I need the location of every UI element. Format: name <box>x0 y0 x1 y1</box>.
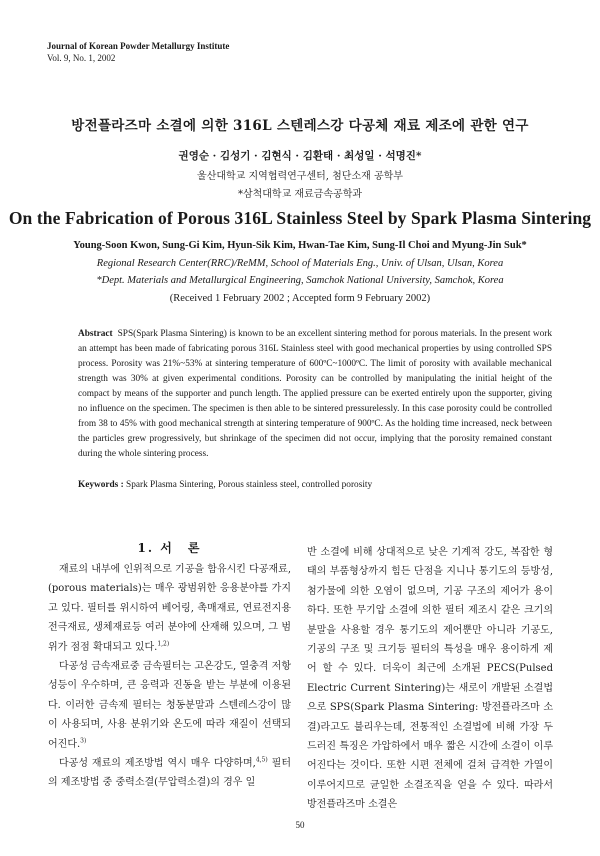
left-column <box>48 560 291 793</box>
abstract <box>78 327 552 462</box>
english-title: On the Fabrication of Porous 316L Stainless Steel by Spark Plasma Sintering <box>8 208 592 228</box>
received-date: (Received 1 February 2002 ; Accepted form 9 February 2002) <box>169 293 431 304</box>
paragraph: 반 소결에 비해 상대적으로 낮은 기계적 강도, 복잡한 형태의 부품형상까지 힘든 단점을 지니나 통기도의 등방성, 첨가물에 의한 오염이 없으며, 기공 구조의 제어가 용이하다. 또한 무기압 소결에 의한 필터 제조시 같은 크기의 분말을 사용할 경우 통기도의 제어뿐만 아니라 기공도, 기공의 구조 및 크기등 필터의 특성을 매우 용이하게 제어 할 수 있다. 더욱이 최근에 소개된 PECS(Pulsed Electric Current Sintering)는 새로이 개발된 소결법으로 SPS(Spark Plasma Sintering: 방전플라즈마 소결)라고도 불리우는데, 전통적인 소결법에 비해 가장 두드러진 특징은 가압하에서 매우 짧은 시간에 소결이 이루어진다는 것이다. 또한 시편 전체에 걸쳐 급격한 가열이 이루어지므로 균일한 소결조직을 얻을 수 있다. 따라서 방전플라즈마 소결은 <box>307 547 553 811</box>
paragraph: 재료의 내부에 인위적으로 기공을 함유시킨 다공재료,(porous materials)는 매우 광범위한 응용분야를 가지고 있다. 필터를 위시하여 베어링, 촉매재료, 연료전지용 전극재료, 생체재료등 여러 분야에 산재해 있으며, 그 범위가 점점 확대되고 있다.$^{1,2)}$ <box>48 564 291 653</box>
korean-authors: 권영순 · 김성기 · 김현식 · 김환태 · 최성일 · 석명진* <box>178 150 422 162</box>
page-number: 50 <box>295 820 305 830</box>
citation: 1,2) <box>157 640 170 648</box>
citation: 3) <box>80 737 87 745</box>
korean-affiliation-1: 울산대학교 지역협력연구센터, 첨단소재 공학부 <box>197 171 403 182</box>
section-heading: 1. 서 론 <box>137 541 202 555</box>
journal-volume: Vol. 9, No. 1, 2002 <box>47 53 116 63</box>
english-affiliation-1: Regional Research Center(RRC)/ReMM, School of Materials Eng., Univ. of Ulsan, Ulsan, Korea <box>96 258 504 269</box>
keywords-text: Spark Plasma Sintering, Porous stainless steel, controlled porosity <box>126 480 373 490</box>
english-affiliation-2: *Dept. Materials and Metallurgical Engineering, Samchok National University, Samchok, Korea <box>96 275 504 286</box>
korean-affiliation-2: *삼척대학교 재료금속공학과 <box>237 189 363 200</box>
korean-title: 방전플라즈마 소결에 의한 316L 스텐레스강 다공체 재료 제조에 관한 연구 <box>71 118 529 134</box>
keywords <box>78 480 552 490</box>
journal-name: Journal of Korean Powder Metallurgy Institute <box>47 41 230 51</box>
abstract-text: SPS(Spark Plasma Sintering) is known to be an excellent sintering method for porous materials. In the present work an attempt has been made of fabricating porous 316L Stainless steel with good mechanical properties by using controlled SPS process. Porosity was 21%~53% at sintering temperature of 600ºC~1000ºC. The limit of porosity with available mechanical strength was 30% at given experimental conditions. Porosity can be controlled by manipulating the initial height of the compact by means of the supporter and punch length. The applied pressure can be exerted entirely upon the supporter, giving no influence on the specimen. The specimen is then able to be sintered pressurelessly. In this case porosity could be controlled from 38 to 45% with good mechanical strength at sintering temperature of 900ºC. As the holding time increased, neck between the particles grew progressively, but shrinkage of the specimen did not occur, implying that the porosity remained constant during the whole sintering process. <box>78 329 552 459</box>
english-authors: Young-Soon Kwon, Sung-Gi Kim, Hyun-Sik Kim, Hwan-Tae Kim, Sung-Il Choi and Myung-Jin Suk* <box>73 240 527 251</box>
paragraph: 다공성 재료의 제조방법 역시 매우 다양하며,$^{4,5)}$ 필터의 제조방법 중 중력소결(무압력소결)의 경우 일 <box>48 756 291 789</box>
abstract-label: Abstract <box>78 329 113 339</box>
citation: 4,5) <box>255 756 268 764</box>
right-column <box>307 543 553 815</box>
paragraph: 다공성 금속재료중 금속필터는 고온강도, 열충격 저항성등이 우수하며, 큰 응력과 진동을 받는 부분에 이용된다. 이러한 금속제 필터는 청동분말과 스텐레스강이 많이 사용되며, 사용 분위기와 온도에 따라 재질이 선택되어진다.$^{3)}$ <box>48 661 291 750</box>
journal-header <box>47 40 229 64</box>
keywords-label: Keywords : <box>78 480 124 490</box>
